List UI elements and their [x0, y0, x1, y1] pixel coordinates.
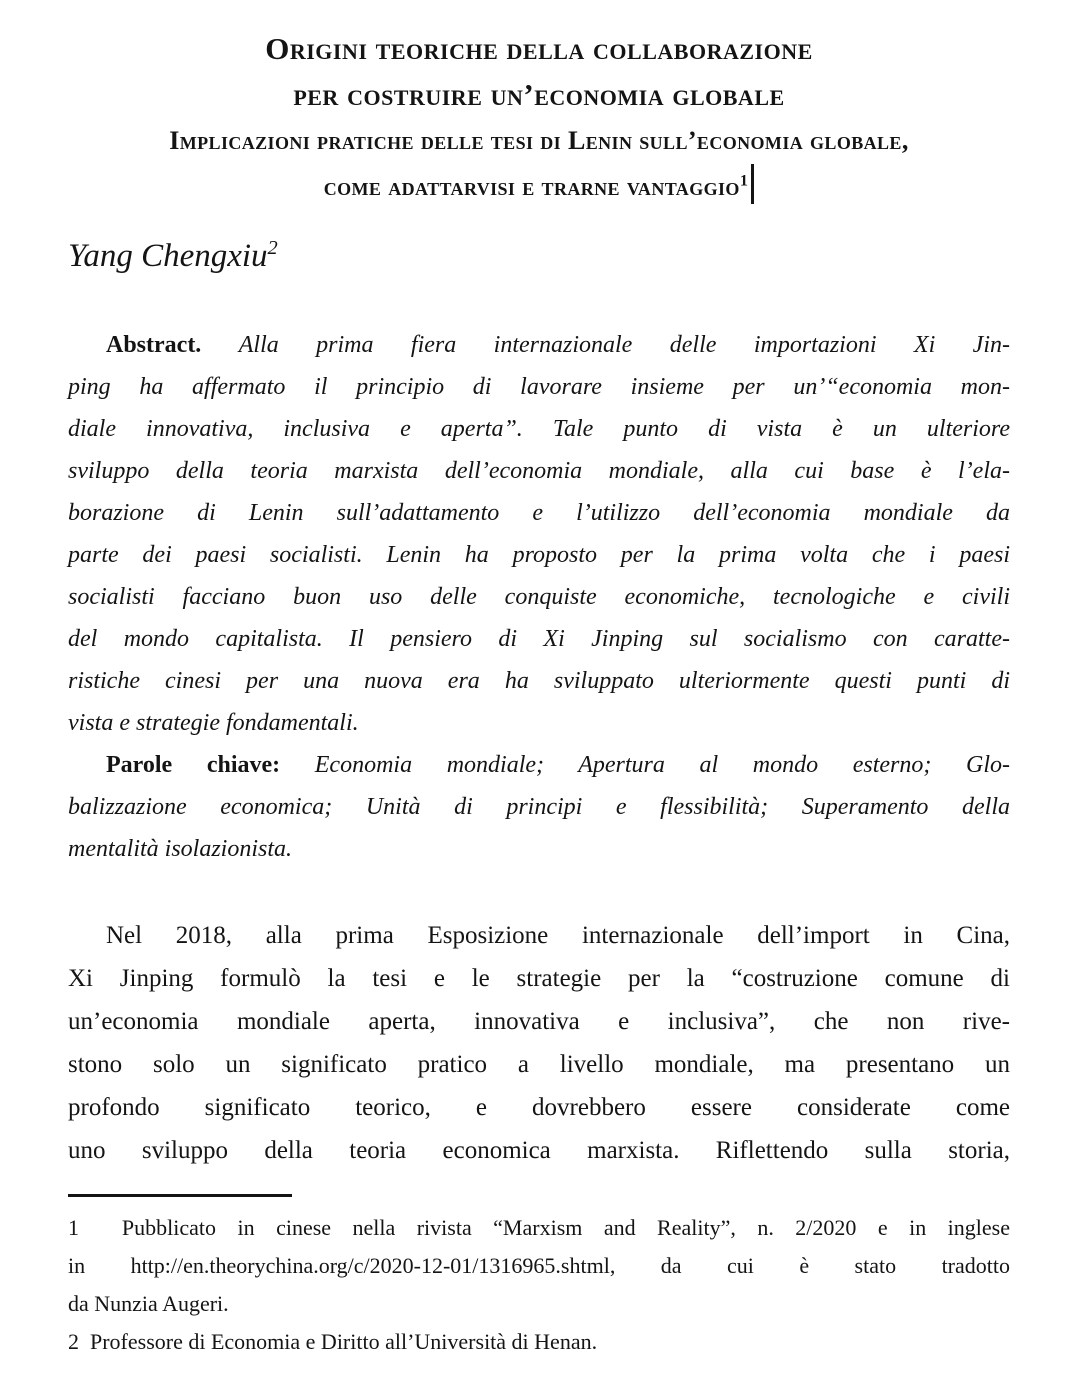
footnote-ref-2: 2	[267, 237, 278, 259]
abstract-section	[68, 324, 1010, 870]
abstract-line: Abstract. Alla prima fiera internazionale delle importazioni Xi Jin-	[106, 332, 1010, 358]
abstract-line: borazione di Lenin sull’adattamento e l’utilizzo dell’economia mondiale da	[68, 500, 1010, 526]
abstract-line: ping ha affermato il principio di lavorare insieme per un’“economia mon-	[68, 374, 1010, 400]
body-line: Xi Jinping formulò la tesi e le strategie per la “costruzione comune di	[68, 965, 1010, 992]
title-line-2: per costruire un’economia globale	[293, 77, 785, 112]
title-line-4-text: come adattarvisi e trarne vantaggio	[323, 172, 740, 201]
author-line	[68, 234, 1010, 278]
text-cursor	[751, 164, 754, 204]
footnote-line: in http://en.theorychina.org/c/2020-12-01/1316965.shtml, da cui è stato tradotto	[68, 1253, 1010, 1278]
article-title	[68, 26, 1010, 210]
body-line: stono solo un significato pratico a livello mondiale, ma presentano un	[68, 1051, 1010, 1078]
abstract-line: sviluppo della teoria marxista dell’economia mondiale, alla cui base è l’ela-	[68, 458, 1010, 484]
body-line: Nel 2018, alla prima Esposizione internazionale dell’import in Cina,	[106, 922, 1010, 949]
abstract-line: socialisti facciano buon uso delle conquiste economiche, tecnologiche e civili	[68, 584, 1010, 610]
author-name: Yang Chengxiu	[68, 238, 268, 274]
footnote-line: 2 Professore di Economia e Diritto all’Università di Henan.	[68, 1329, 598, 1354]
footnote-line: 1 Pubblicato in cinese nella rivista “Marxism and Reality”, n. 2/2020 e in inglese	[68, 1215, 1010, 1240]
footnote-line: da Nunzia Augeri.	[68, 1291, 229, 1316]
body-paragraph	[68, 914, 1010, 1172]
abstract-line: vista e strategie fondamentali.	[68, 710, 359, 736]
abstract-line: Parole chiave: Economia mondiale; Apertura al mondo esterno; Glo-	[106, 752, 1010, 778]
footnote-ref-1: 1	[739, 172, 749, 190]
footnote-lines	[68, 1209, 1010, 1361]
body-line: profondo significato teorico, e dovrebbero essere considerate come	[68, 1094, 1010, 1121]
abstract-line: ristiche cinesi per una nuova era ha sviluppato ulteriormente questi punti di	[68, 668, 1010, 694]
footnote-separator-rule	[68, 1194, 292, 1197]
footnotes-section	[68, 1194, 1010, 1361]
abstract-line: del mondo capitalista. Il pensiero di Xi Jinping sul socialismo con caratte-	[68, 626, 1010, 652]
body-line: un’economia mondiale aperta, innovativa e inclusiva”, che non rive-	[68, 1008, 1010, 1035]
abstract-line: balizzazione economica; Unità di principi e flessibilità; Superamento della	[68, 794, 1010, 820]
title-line-4	[68, 164, 1010, 210]
title-line-3: Implicazioni pratiche delle tesi di Lenin sull’economia globale,	[169, 126, 909, 155]
title-line-1: Origini teoriche della collaborazione	[265, 31, 813, 66]
body-line: uno sviluppo della teoria economica marxista. Riflettendo sulla storia,	[68, 1137, 1010, 1164]
abstract-line: parte dei paesi socialisti. Lenin ha proposto per la prima volta che i paesi	[68, 542, 1010, 568]
abstract-line: mentalità isolazionista.	[68, 836, 293, 862]
abstract-line: diale innovativa, inclusiva e aperta”. Tale punto di vista è un ulteriore	[68, 416, 1010, 442]
